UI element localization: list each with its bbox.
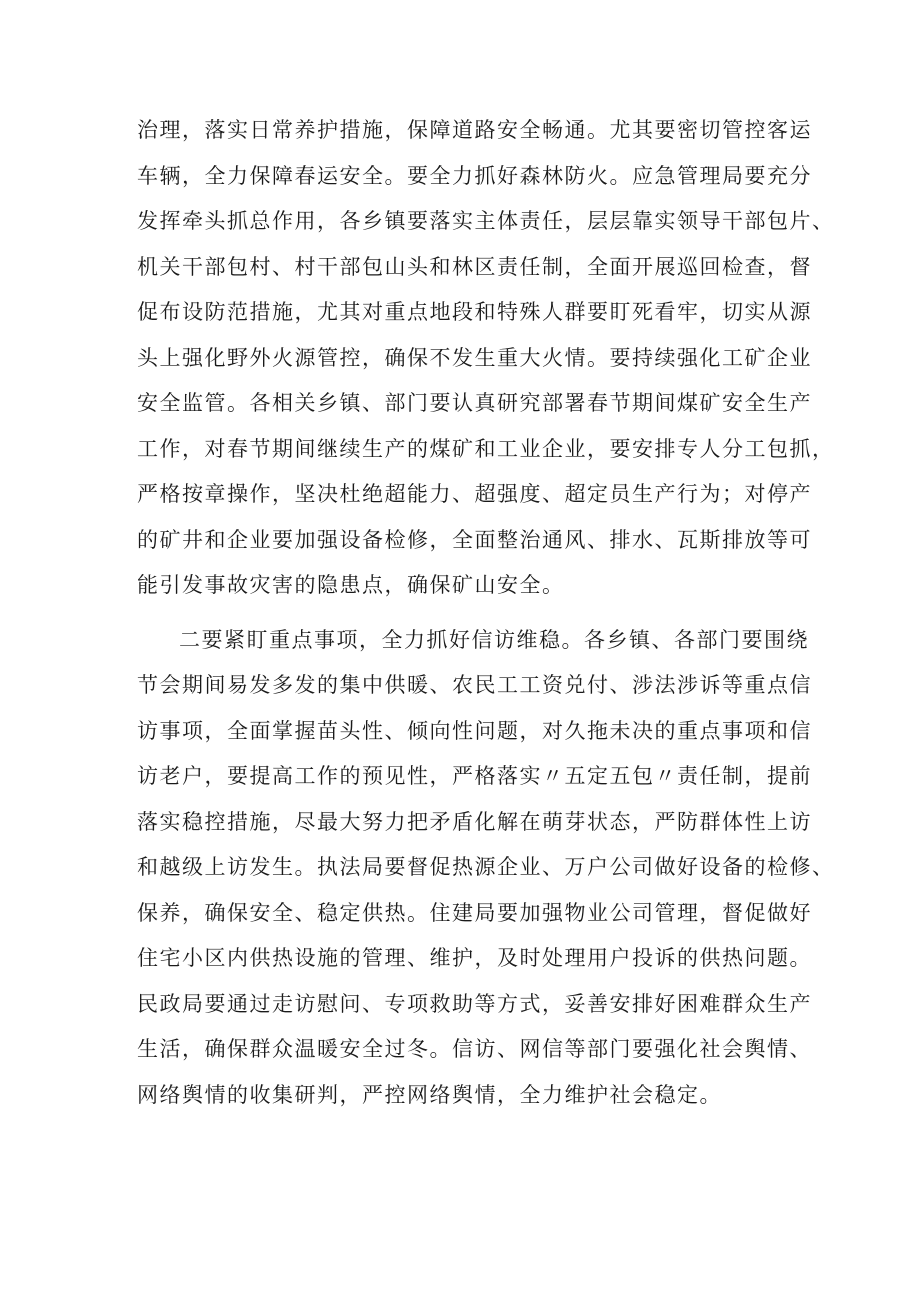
document-body: [137, 108, 835, 1118]
paragraph-1-line: 发挥牵头抓总作用，各乡镇要落实主体责任，层层靠实领导干部包片、: [137, 209, 835, 233]
paragraph-2-line: 落实稳控措施，尽最大努力把矛盾化解在萌芽状态，严防群体性上访: [137, 809, 812, 834]
paragraph-2-line: 访老户，要提高工作的预见性，严格落实〃五定五包〃责任制，提前: [137, 764, 812, 788]
paragraph-2-line: 保养，确保安全、稳定供热。住建局要加强物业公司管理，督促做好: [137, 900, 812, 925]
paragraph-2-line: 民政局要通过走访慰问、专项救助等方式，妥善安排好困难群众生产: [137, 991, 812, 1016]
paragraph-2-line: 网络舆情的收集研判，严控网络舆情，全力维护社会稳定。: [137, 1082, 722, 1107]
paragraph-1-line: 的矿井和企业要加强设备检修，全面整治通风、排水、瓦斯排放等可: [137, 527, 812, 552]
paragraph-1: [137, 108, 835, 609]
paragraph-1-line: 机关干部包村、村干部包山头和林区责任制，全面开展巡回检查，督: [137, 254, 812, 279]
paragraph-2-line: 和越级上访发生。执法局要督促热源企业、万户公司做好设备的检修、: [137, 855, 835, 879]
paragraph-1-line: 能引发事故灾害的隐患点，确保矿山安全。: [137, 573, 565, 597]
paragraph-2-line: 住宅小区内供热设施的管理、维护，及时处理用户投诉的供热问题。: [137, 946, 812, 970]
paragraph-1-line: 车辆，全力保障春运安全。要全力抓好森林防火。应急管理局要充分: [137, 163, 812, 188]
paragraph-2: [137, 618, 835, 1119]
paragraph-1-line: 工作，对春节期间继续生产的煤矿和工业企业，要安排专人分工包抓，: [137, 436, 835, 461]
paragraph-2-first-line: 二要紧盯重点事项，全力抓好信访维稳。各乡镇、各部门要围绕: [179, 627, 809, 652]
paragraph-2-line: 生活，确保群众温暖安全过冬。信访、网信等部门要强化社会舆情、: [137, 1037, 812, 1061]
paragraph-1-line: 严格按章操作，坚决杜绝超能力、超强度、超定员生产行为；对停产: [137, 482, 812, 506]
paragraph-2-line: 节会期间易发多发的集中供暖、农民工工资兑付、涉法涉诉等重点信: [137, 673, 812, 697]
paragraph-1-line: 头上强化野外火源管控，确保不发生重大火情。要持续强化工矿企业: [137, 345, 812, 370]
paragraph-1-line: 促布设防范措施，尤其对重点地段和特殊人群要盯死看牢，切实从源: [137, 300, 812, 324]
paragraph-1-line: 治理，落实日常养护措施，保障道路安全畅通。尤其要密切管控客运: [137, 118, 812, 142]
paragraph-2-line: 访事项，全面掌握苗头性、倾向性问题，对久拖未决的重点事项和信: [137, 718, 812, 743]
paragraph-1-line: 安全监管。各相关乡镇、部门要认真研究部署春节期间煤矿安全生产: [137, 391, 812, 415]
